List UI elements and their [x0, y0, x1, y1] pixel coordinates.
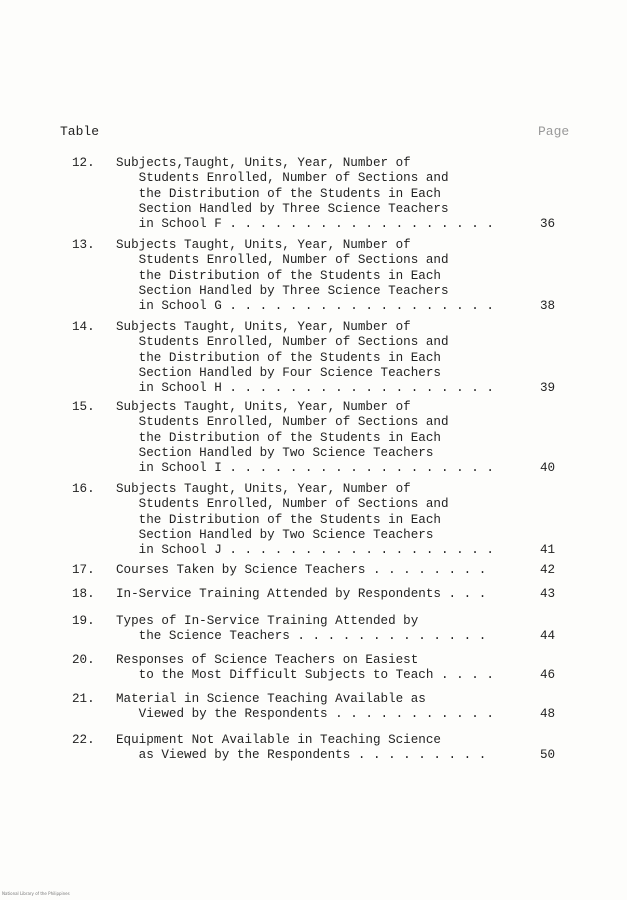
table-entry	[0, 587, 627, 602]
table-title-line: Subjects Taught, Units, Year, Number of	[116, 482, 411, 496]
table-title-line: as Viewed by the Respondents . . . . . . . . .	[116, 748, 487, 763]
table-title-line: in School H . . . . . . . . . . . . . . . . . .	[116, 381, 494, 396]
page-number: 44	[540, 629, 556, 644]
table-title-line: Section Handled by Three Science Teachers	[116, 201, 449, 216]
table-title-line: the Distribution of the Students in Each	[116, 430, 441, 445]
table-title-line: Section Handled by Two Science Teachers	[116, 527, 434, 542]
table-header-label: Table	[60, 124, 100, 139]
table-title-line: Section Handled by Three Science Teachers	[116, 283, 449, 298]
table-entry	[0, 238, 627, 315]
page-number: 46	[540, 668, 556, 683]
page-number: 48	[540, 707, 556, 722]
page-number: 38	[540, 299, 556, 314]
table-title-line: to the Most Difficult Subjects to Teach . . . .	[116, 668, 494, 683]
table-title-line: Students Enrolled, Number of Sections and	[116, 335, 449, 350]
table-entry	[0, 400, 627, 477]
table-number: 17.	[72, 563, 95, 577]
page-number: 42	[540, 563, 556, 577]
table-title-line: the Distribution of the Students in Each	[116, 512, 441, 527]
table-title-line: the Distribution of the Students in Each	[116, 268, 441, 283]
table-title-line: Subjects Taught, Units, Year, Number of	[116, 238, 411, 252]
table-entry	[0, 156, 627, 233]
table-entry	[0, 320, 627, 397]
table-number: 20.	[72, 653, 95, 667]
table-title-line: Material in Science Teaching Available as	[116, 692, 426, 706]
table-title-line: in School I . . . . . . . . . . . . . . . . . .	[116, 461, 494, 476]
table-title-line: Types of In-Service Training Attended by	[116, 614, 419, 628]
table-title-line: Section Handled by Four Science Teachers	[116, 365, 441, 380]
table-entry	[0, 653, 627, 684]
table-title-line: the Distribution of the Students in Each	[116, 350, 441, 365]
table-title-line: Subjects,Taught, Units, Year, Number of	[116, 156, 411, 170]
table-title-line: Students Enrolled, Number of Sections and	[116, 171, 449, 186]
table-title-line: Courses Taken by Science Teachers . . . . . . . .	[116, 563, 487, 577]
page-header-label: Page	[538, 124, 570, 139]
footer-watermark: National Library of the Philippines	[2, 891, 70, 896]
table-title-line: Students Enrolled, Number of Sections and	[116, 497, 449, 512]
table-title-line: In-Service Training Attended by Respondents . . .	[116, 587, 487, 601]
table-title-line: Section Handled by Two Science Teachers	[116, 445, 434, 460]
table-number: 16.	[72, 482, 95, 496]
table-title-line: in School G . . . . . . . . . . . . . . . . . .	[116, 299, 494, 314]
table-number: 22.	[72, 733, 95, 747]
table-title-line: Responses of Science Teachers on Easiest	[116, 653, 419, 667]
table-number: 19.	[72, 614, 95, 628]
table-number: 18.	[72, 587, 95, 601]
table-entry	[0, 563, 627, 578]
table-title-line: Subjects Taught, Units, Year, Number of	[116, 320, 411, 334]
page-number: 50	[540, 748, 556, 763]
page-number: 41	[540, 543, 556, 558]
page-number: 43	[540, 587, 556, 601]
page-number: 39	[540, 381, 556, 396]
table-title-line: the Distribution of the Students in Each	[116, 186, 441, 201]
table-title-line: in School J . . . . . . . . . . . . . . . . . .	[116, 543, 494, 558]
table-title-line: Subjects Taught, Units, Year, Number of	[116, 400, 411, 414]
table-title-line: in School F . . . . . . . . . . . . . . . . . .	[116, 217, 494, 232]
table-title-line: Viewed by the Respondents . . . . . . . . . . .	[116, 707, 494, 722]
table-title-line: Students Enrolled, Number of Sections and	[116, 415, 449, 430]
page-number: 40	[540, 461, 556, 476]
table-title-line: the Science Teachers . . . . . . . . . . . . .	[116, 629, 487, 644]
table-number: 13.	[72, 238, 95, 252]
table-number: 15.	[72, 400, 95, 414]
table-number: 12.	[72, 156, 95, 170]
table-title-line: Equipment Not Available in Teaching Science	[116, 733, 441, 747]
table-number: 21.	[72, 692, 95, 706]
table-entry	[0, 692, 627, 723]
table-entry	[0, 733, 627, 764]
table-entry	[0, 482, 627, 559]
table-title-line: Students Enrolled, Number of Sections and	[116, 253, 449, 268]
page-number: 36	[540, 217, 556, 232]
table-entry	[0, 614, 627, 645]
table-number: 14.	[72, 320, 95, 334]
